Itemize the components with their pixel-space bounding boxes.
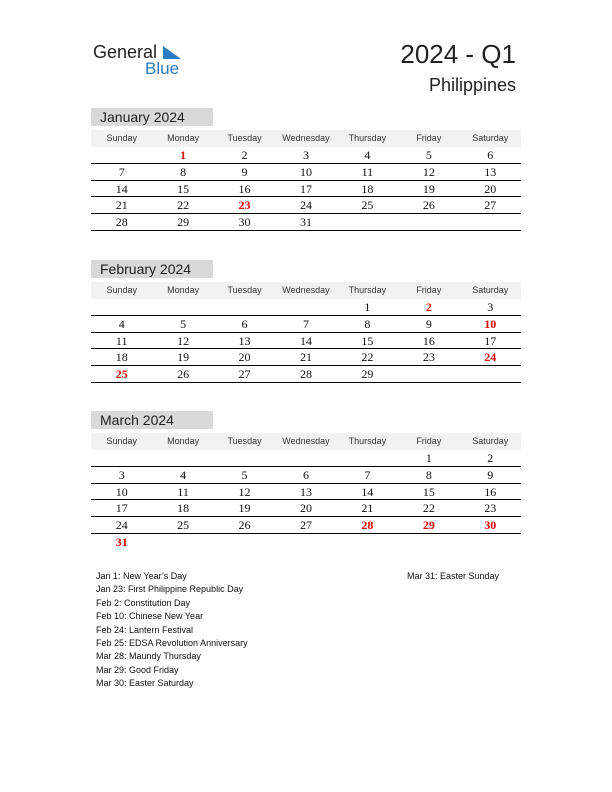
holiday-entry: Mar 28: Maundy Thursday bbox=[96, 651, 201, 662]
weekday-label: Saturday bbox=[472, 436, 509, 446]
day-cell: 2 bbox=[425, 300, 432, 314]
day-cell: 23 bbox=[238, 198, 251, 213]
day-cell: 25 bbox=[361, 198, 374, 213]
day-cell: 13 bbox=[299, 484, 312, 499]
week-row bbox=[91, 214, 521, 231]
page-title: 2024 - Q1 bbox=[400, 39, 516, 69]
weekday-label: Wednesday bbox=[282, 436, 330, 446]
day-cell: 29 bbox=[177, 215, 190, 230]
week-row bbox=[91, 197, 521, 214]
day-cell: 24 bbox=[484, 350, 497, 365]
week-row bbox=[91, 147, 521, 164]
holiday-entry: Feb 25: EDSA Revolution Anniversary bbox=[96, 638, 248, 649]
week-row bbox=[91, 484, 521, 501]
day-cell: 7 bbox=[364, 467, 371, 482]
day-cell: 21 bbox=[299, 350, 312, 365]
day-cell: 22 bbox=[422, 501, 435, 516]
weekday-header-row bbox=[91, 282, 521, 299]
day-cell: 16 bbox=[238, 181, 251, 196]
day-cell: 19 bbox=[238, 501, 251, 516]
day-cell bbox=[152, 299, 213, 315]
day-cell: 13 bbox=[238, 333, 251, 348]
day-cell: 28 bbox=[299, 367, 312, 382]
day-cell bbox=[275, 299, 336, 315]
day-cell: 8 bbox=[180, 164, 187, 179]
day-cell: 11 bbox=[115, 333, 128, 348]
day-cell: 22 bbox=[177, 198, 190, 213]
weekday-header-row bbox=[91, 130, 521, 147]
day-cell: 14 bbox=[361, 484, 374, 499]
day-cell: 13 bbox=[484, 164, 497, 179]
day-cell: 11 bbox=[361, 164, 374, 179]
day-cell bbox=[275, 534, 336, 551]
day-cell: 27 bbox=[238, 367, 251, 382]
weekday-label: Monday bbox=[167, 133, 200, 143]
day-cell: 19 bbox=[177, 350, 190, 365]
day-cell: 17 bbox=[484, 333, 497, 348]
day-cell: 3 bbox=[487, 300, 494, 314]
day-cell: 31 bbox=[299, 215, 312, 230]
day-cell bbox=[91, 450, 152, 466]
weekday-label: Tuesday bbox=[227, 436, 262, 446]
holiday-entry: Feb 24: Lantern Festival bbox=[96, 624, 194, 635]
day-cell bbox=[460, 214, 521, 230]
day-cell: 6 bbox=[302, 467, 309, 482]
day-cell: 31 bbox=[115, 534, 128, 549]
day-cell: 5 bbox=[180, 316, 187, 331]
day-cell bbox=[337, 214, 398, 230]
day-cell: 4 bbox=[364, 148, 371, 162]
weekday-label: Thursday bbox=[348, 285, 387, 295]
day-cell: 6 bbox=[241, 316, 248, 331]
day-cell: 6 bbox=[487, 148, 494, 162]
day-cell: 26 bbox=[238, 518, 251, 533]
day-cell: 12 bbox=[238, 484, 251, 499]
weekday-label: Thursday bbox=[348, 133, 387, 143]
day-cell: 30 bbox=[238, 215, 251, 230]
day-cell: 17 bbox=[115, 501, 128, 516]
day-cell: 12 bbox=[422, 164, 435, 179]
holiday-entry: Jan 1: New Year’s Day bbox=[96, 571, 187, 581]
holiday-entry: Mar 30: Easter Saturday bbox=[96, 678, 194, 689]
holiday-list-right bbox=[407, 570, 499, 583]
week-row bbox=[91, 517, 521, 534]
weekday-label: Monday bbox=[167, 285, 200, 295]
day-cell bbox=[152, 534, 213, 551]
weekday-label: Wednesday bbox=[282, 285, 330, 295]
week-row bbox=[91, 366, 521, 383]
day-cell: 27 bbox=[484, 198, 497, 213]
day-cell: 23 bbox=[422, 350, 435, 365]
day-cell: 1 bbox=[364, 300, 371, 314]
week-row bbox=[91, 450, 521, 467]
week-row bbox=[91, 500, 521, 517]
day-cell: 22 bbox=[361, 350, 374, 365]
day-cell: 26 bbox=[177, 367, 190, 382]
logo bbox=[93, 42, 193, 78]
day-cell: 9 bbox=[241, 164, 248, 179]
day-cell: 12 bbox=[177, 333, 190, 348]
day-cell: 9 bbox=[487, 467, 494, 482]
day-cell bbox=[152, 450, 213, 466]
day-cell: 26 bbox=[422, 198, 435, 213]
day-cell: 29 bbox=[422, 518, 435, 533]
day-cell: 3 bbox=[302, 148, 309, 162]
day-cell: 8 bbox=[364, 316, 371, 331]
day-cell: 27 bbox=[299, 518, 312, 533]
month-1 bbox=[91, 260, 521, 383]
day-cell: 16 bbox=[422, 333, 435, 348]
day-cell: 21 bbox=[361, 501, 374, 516]
day-cell bbox=[398, 214, 459, 230]
holiday-list-left bbox=[96, 570, 248, 691]
month-2 bbox=[91, 411, 521, 551]
month-name: March 2024 bbox=[91, 411, 213, 429]
day-cell: 8 bbox=[425, 467, 432, 482]
logo-blue-text: Blue bbox=[145, 59, 180, 78]
weekday-label: Tuesday bbox=[227, 285, 262, 295]
holiday-entry: Mar 31: Easter Sunday bbox=[407, 571, 500, 581]
logo-general-text: General bbox=[93, 42, 158, 62]
day-cell: 21 bbox=[115, 198, 128, 213]
day-cell: 1 bbox=[180, 148, 187, 162]
day-cell bbox=[398, 534, 459, 551]
day-cell: 18 bbox=[361, 181, 374, 196]
week-row bbox=[91, 316, 521, 333]
day-cell: 7 bbox=[118, 164, 125, 179]
week-row bbox=[91, 333, 521, 350]
day-cell: 28 bbox=[115, 215, 128, 230]
day-cell: 15 bbox=[361, 333, 374, 348]
weekday-label: Saturday bbox=[472, 285, 509, 295]
holiday-entry: Feb 10: Chinese New Year bbox=[96, 611, 204, 622]
day-cell: 29 bbox=[361, 367, 374, 382]
day-cell: 30 bbox=[484, 518, 497, 533]
day-cell: 18 bbox=[115, 350, 128, 365]
country-name: Philippines bbox=[428, 75, 516, 95]
weekday-label: Saturday bbox=[472, 133, 509, 143]
day-cell: 10 bbox=[115, 484, 128, 499]
weekday-label: Friday bbox=[416, 133, 442, 143]
day-cell: 19 bbox=[422, 181, 435, 196]
weekday-label: Tuesday bbox=[227, 133, 262, 143]
day-cell: 7 bbox=[302, 316, 309, 331]
day-cell: 20 bbox=[484, 181, 497, 196]
day-cell bbox=[214, 534, 275, 551]
day-cell bbox=[91, 299, 152, 315]
day-cell: 4 bbox=[180, 467, 187, 482]
weekday-label: Friday bbox=[416, 285, 442, 295]
day-cell: 14 bbox=[115, 181, 128, 196]
day-cell: 3 bbox=[118, 467, 125, 482]
month-name: February 2024 bbox=[91, 260, 213, 278]
day-cell: 10 bbox=[299, 164, 312, 179]
day-cell: 2 bbox=[487, 451, 494, 465]
day-cell: 11 bbox=[177, 484, 189, 499]
week-row bbox=[91, 534, 521, 551]
week-row bbox=[91, 299, 521, 316]
day-cell: 4 bbox=[118, 316, 125, 331]
holiday-entry: Jan 23: First Philippine Republic Day bbox=[96, 584, 244, 595]
day-cell: 5 bbox=[241, 467, 248, 482]
weekday-label: Wednesday bbox=[282, 133, 330, 143]
day-cell bbox=[214, 299, 275, 315]
day-cell bbox=[337, 534, 398, 551]
day-cell: 24 bbox=[299, 198, 312, 213]
day-cell: 18 bbox=[177, 501, 190, 516]
weekday-label: Friday bbox=[416, 436, 442, 446]
weekday-label: Sunday bbox=[106, 436, 137, 446]
day-cell: 2 bbox=[241, 148, 248, 162]
day-cell: 15 bbox=[177, 181, 190, 196]
day-cell: 25 bbox=[115, 367, 128, 382]
day-cell: 10 bbox=[484, 316, 497, 331]
weekday-label: Sunday bbox=[106, 133, 137, 143]
week-row bbox=[91, 467, 521, 484]
day-cell bbox=[460, 534, 521, 551]
day-cell: 1 bbox=[425, 451, 432, 465]
day-cell: 25 bbox=[177, 518, 190, 533]
day-cell: 17 bbox=[299, 181, 312, 196]
weekday-header-row bbox=[91, 433, 521, 450]
day-cell: 23 bbox=[484, 501, 497, 516]
weekday-label: Thursday bbox=[348, 436, 387, 446]
day-cell: 15 bbox=[422, 484, 435, 499]
day-cell bbox=[91, 147, 152, 163]
day-cell: 14 bbox=[299, 333, 312, 348]
day-cell bbox=[460, 366, 521, 382]
day-cell bbox=[398, 366, 459, 382]
day-cell bbox=[275, 450, 336, 466]
month-name: January 2024 bbox=[91, 108, 213, 126]
week-row bbox=[91, 349, 521, 366]
day-cell: 20 bbox=[299, 501, 312, 516]
day-cell: 5 bbox=[425, 148, 432, 162]
day-cell: 9 bbox=[425, 316, 432, 331]
day-cell: 16 bbox=[484, 484, 497, 499]
day-cell: 20 bbox=[238, 350, 251, 365]
day-cell: 28 bbox=[361, 518, 374, 533]
holiday-entry: Feb 2: Constitution Day bbox=[96, 597, 191, 608]
holiday-entry: Mar 29: Good Friday bbox=[96, 664, 179, 675]
day-cell bbox=[337, 450, 398, 466]
day-cell: 24 bbox=[115, 518, 128, 533]
week-row bbox=[91, 164, 521, 181]
week-row bbox=[91, 181, 521, 198]
day-cell bbox=[214, 450, 275, 466]
month-0 bbox=[91, 108, 521, 231]
weekday-label: Monday bbox=[167, 436, 200, 446]
weekday-label: Sunday bbox=[106, 285, 137, 295]
